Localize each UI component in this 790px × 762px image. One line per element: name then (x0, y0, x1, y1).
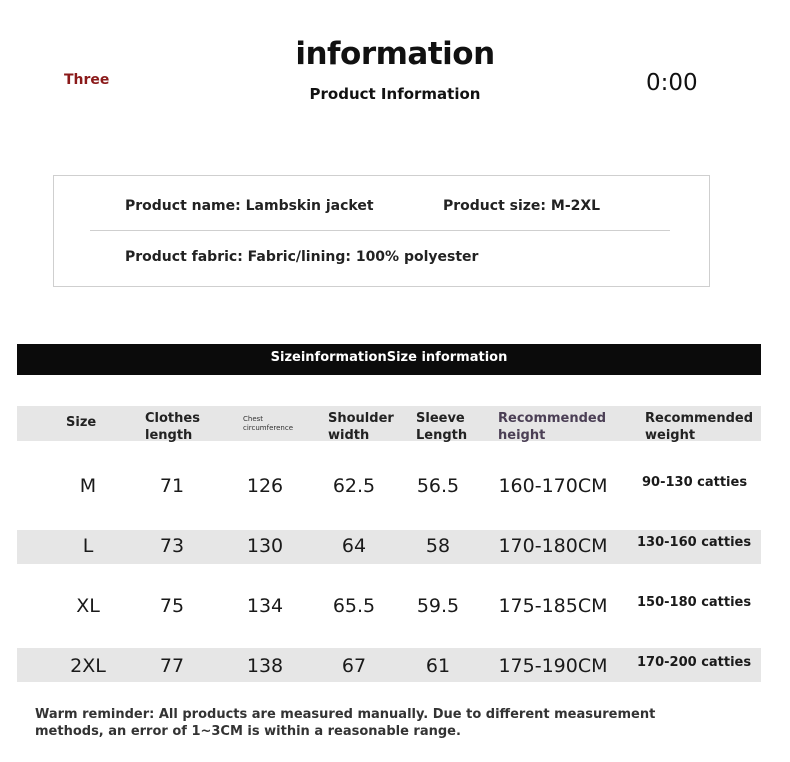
header-clothes-length: Clothes length (145, 411, 200, 443)
header-recommended-height: Recommended height (498, 411, 607, 443)
cell-chest: 126 (246, 475, 284, 497)
cell-size: XL (76, 595, 100, 617)
cell-weight: 170-200 catties (637, 655, 752, 670)
section-time: 0:00 (646, 70, 698, 96)
product-info-box (53, 175, 710, 287)
cell-clothes-length: 71 (159, 475, 185, 497)
warm-reminder: Warm reminder: All products are measured manually. Due to different measurement methods, an error of 1~3CM is within a reasonable range. (35, 707, 656, 739)
page-subtitle: Product Information (309, 85, 481, 103)
cell-size: L (82, 535, 94, 557)
cell-chest: 134 (246, 595, 284, 617)
cell-sleeve: 58 (425, 535, 451, 557)
cell-height: 160-170CM (498, 475, 608, 497)
cell-size: 2XL (70, 655, 106, 677)
cell-clothes-length: 75 (159, 595, 185, 617)
product-size: Product size: M-2XL (443, 198, 601, 214)
header-chest-circumference: Chest circumference (243, 415, 294, 432)
cell-weight: 90-130 catties (642, 475, 748, 490)
product-name: Product name: Lambskin jacket (125, 198, 374, 214)
cell-shoulder: 65.5 (332, 595, 376, 617)
header-size: Size (66, 415, 97, 430)
size-info-banner-text: SizeinformationSize information (270, 350, 508, 365)
cell-sleeve: 56.5 (416, 475, 460, 497)
header-sleeve-length: Sleeve Length (416, 411, 468, 443)
cell-size: M (79, 475, 97, 497)
cell-sleeve: 59.5 (416, 595, 460, 617)
cell-shoulder: 64 (341, 535, 367, 557)
cell-shoulder: 62.5 (332, 475, 376, 497)
cell-weight: 130-160 catties (637, 535, 752, 550)
cell-clothes-length: 77 (159, 655, 185, 677)
header-shoulder-width: Shoulder width (328, 411, 394, 443)
cell-shoulder: 67 (341, 655, 367, 677)
cell-clothes-length: 73 (159, 535, 185, 557)
page-title: information (295, 36, 495, 72)
cell-chest: 130 (246, 535, 284, 557)
cell-height: 170-180CM (498, 535, 608, 557)
cell-height: 175-185CM (498, 595, 608, 617)
info-divider (90, 230, 670, 231)
header-recommended-weight: Recommended weight (645, 411, 754, 443)
cell-sleeve: 61 (425, 655, 451, 677)
cell-chest: 138 (246, 655, 284, 677)
section-number: Three (64, 72, 110, 88)
product-fabric: Product fabric: Fabric/lining: 100% polyester (125, 249, 479, 265)
cell-height: 175-190CM (498, 655, 608, 677)
cell-weight: 150-180 catties (637, 595, 752, 610)
